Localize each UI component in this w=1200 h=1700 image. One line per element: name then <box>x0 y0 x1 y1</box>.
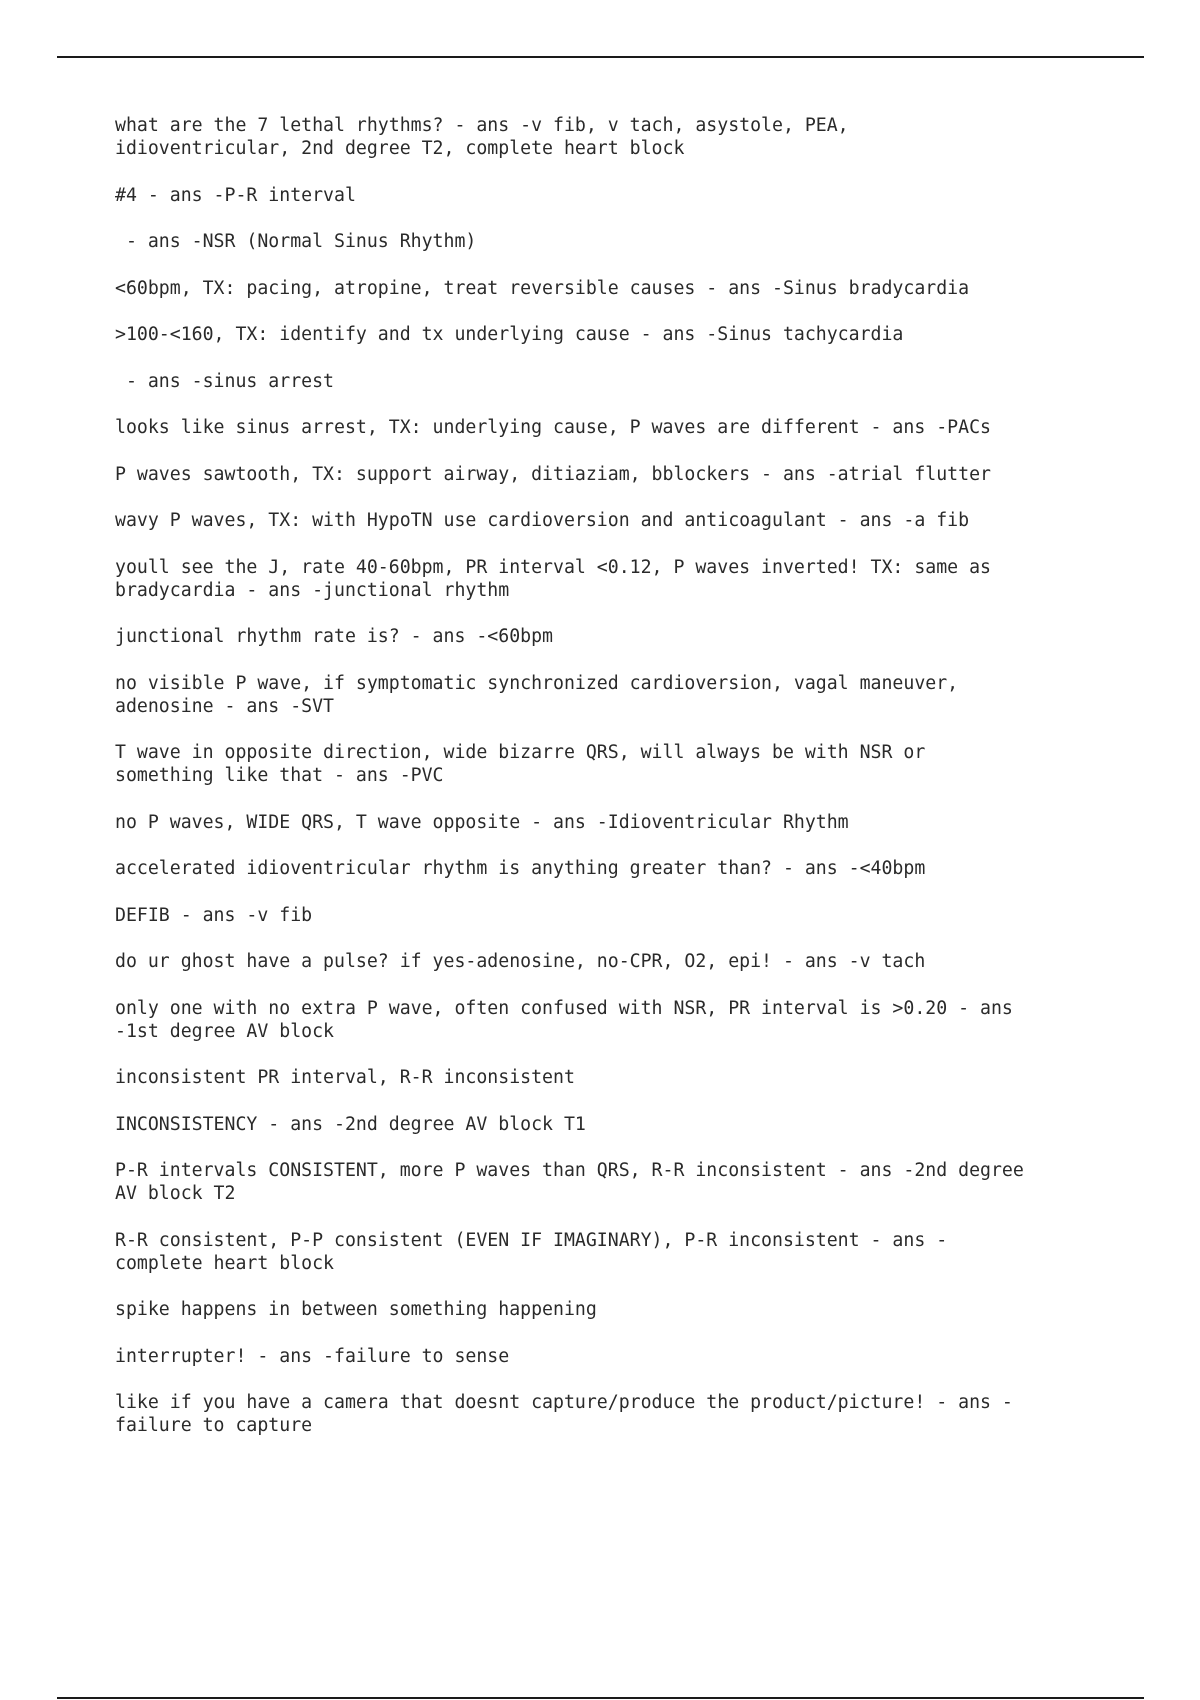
flashcard-text: like if you have a camera that doesnt capture/produce the product/picture! - ans - failure to capture <box>115 1392 1013 1436</box>
flashcard-text: T wave in opposite direction, wide bizarre QRS, will always be with NSR or something like that - ans -PVC <box>115 742 926 786</box>
flashcard-text: junctional rhythm rate is? - ans -<60bpm <box>115 626 553 647</box>
flashcard-text: INCONSISTENCY - ans -2nd degree AV block T1 <box>115 1113 586 1135</box>
flashcard-text: - ans -NSR (Normal Sinus Rhythm) <box>115 231 477 252</box>
flashcard-text: - ans -sinus arrest <box>115 370 334 392</box>
flashcard-text: interrupter! - ans -failure to sense <box>115 1345 510 1367</box>
flashcard-text: spike happens in between something happening <box>115 1299 597 1320</box>
flashcard-text: accelerated idioventricular rhythm is anything greater than? - ans -<40bpm <box>115 858 926 879</box>
footer-rule <box>57 1697 1144 1699</box>
flashcard-text: do ur ghost have a pulse? if yes-adenosine, no-CPR, O2, epi! - ans -v tach <box>115 951 926 972</box>
flashcard-text: what are the 7 lethal rhythms? - ans -v fib, v tach, asystole, PEA, idioventricular, 2nd degree T2, complete heart block <box>115 115 849 159</box>
flashcard-text: #4 - ans -P-R interval <box>115 184 356 206</box>
flashcard-text: youll see the J, rate 40-60bpm, PR interval <0.12, P waves inverted! TX: same as bradycardia - ans -junctional rhythm <box>115 556 991 601</box>
header-rule <box>57 56 1144 58</box>
flashcard-text: DEFIB - ans -v fib <box>115 904 313 926</box>
flashcard-text: no visible P wave, if symptomatic synchronized cardioversion, vagal maneuver, adenosine - ans -SVT <box>115 672 959 717</box>
flashcard-text: no P waves, WIDE QRS, T wave opposite - ans -Idioventricular Rhythm <box>115 811 849 833</box>
flashcard-text: <60bpm, TX: pacing, atropine, treat reversible causes - ans -Sinus bradycardia <box>115 277 970 299</box>
flashcard-list <box>115 114 1125 1461</box>
flashcard-text: wavy P waves, TX: with HypoTN use cardioversion and anticoagulant - ans -a fib <box>115 510 970 531</box>
flashcard-text: inconsistent PR interval, R-R inconsistent <box>115 1067 575 1088</box>
flashcard-text: looks like sinus arrest, TX: underlying cause, P waves are different - ans -PACs <box>115 417 991 438</box>
flashcard-text: P-R intervals CONSISTENT, more P waves than QRS, R-R inconsistent - ans -2nd degree AV block T2 <box>115 1160 1024 1204</box>
flashcard-text: R-R consistent, P-P consistent (EVEN IF IMAGINARY), P-R inconsistent - ans - complete heart block <box>115 1229 948 1274</box>
flashcard-text: only one with no extra P wave, often confused with NSR, PR interval is >0.20 - ans -1st degree AV block <box>115 997 1013 1042</box>
flashcard-text: >100-<160, TX: identify and tx underlying cause - ans -Sinus tachycardia <box>115 324 904 345</box>
flashcard-text: P waves sawtooth, TX: support airway, ditiaziam, bblockers - ans -atrial flutter <box>115 463 991 485</box>
